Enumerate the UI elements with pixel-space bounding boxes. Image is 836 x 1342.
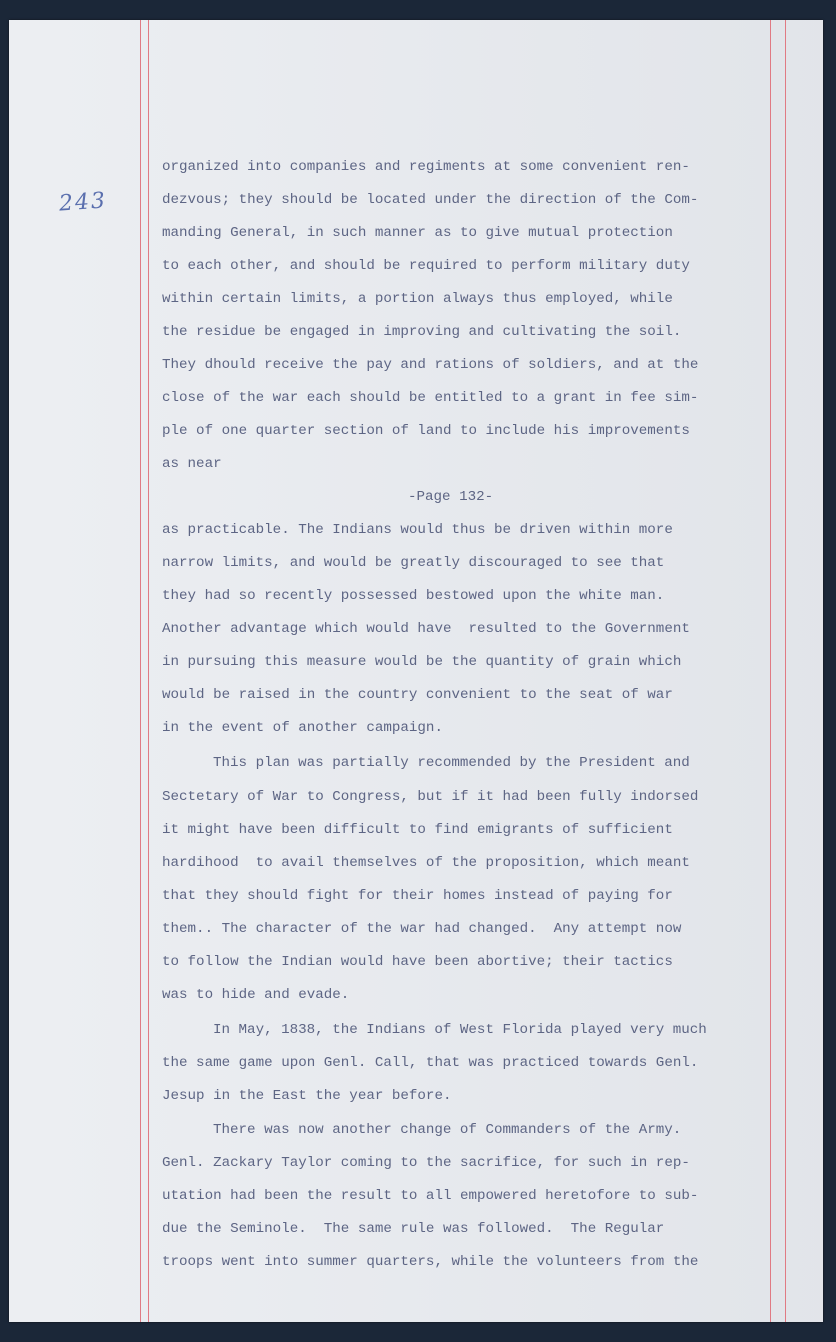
handwritten-page-number: 243 (58, 188, 108, 217)
text-line: narrow limits, and would be greatly discouraged to see that (162, 555, 665, 571)
text-line: They dhould receive the pay and rations of soldiers, and at the (162, 357, 699, 373)
text-line: ple of one quarter section of land to include his improvements (162, 423, 690, 439)
text-line: in pursuing this measure would be the quantity of grain which (162, 654, 682, 670)
text-line: it might have been difficult to find emigrants of sufficient (162, 822, 673, 838)
right-margin-line-outer (785, 20, 786, 1322)
text-line: utation had been the result to all empowered heretofore to sub- (162, 1188, 699, 1204)
text-line: due the Seminole. The same rule was followed. The Regular (162, 1221, 665, 1237)
text-line: Jesup in the East the year before. (162, 1088, 452, 1104)
text-line: troops went into summer quarters, while the volunteers from the (162, 1254, 699, 1270)
left-margin-line-inner (148, 20, 149, 1322)
text-line: was to hide and evade. (162, 987, 350, 1003)
text-line: would be raised in the country convenient to the seat of war (162, 687, 673, 703)
text-line: within certain limits, a portion always thus employed, while (162, 291, 673, 307)
text-line: manding General, in such manner as to give mutual protection (162, 225, 673, 241)
text-line: the same game upon Genl. Call, that was practiced towards Genl. (162, 1055, 699, 1071)
right-margin-line (770, 20, 771, 1322)
text-line: in the event of another campaign. (162, 720, 443, 736)
text-line: organized into companies and regiments at some convenient ren- (162, 159, 690, 175)
text-line: dezvous; they should be located under the direction of the Com- (162, 192, 699, 208)
text-line: the residue be engaged in improving and cultivating the soil. (162, 324, 682, 340)
text-line: Genl. Zackary Taylor coming to the sacrifice, for such in rep- (162, 1155, 690, 1171)
text-line: This plan was partially recommended by the President and (213, 755, 690, 771)
page-marker: -Page 132- (408, 489, 494, 505)
text-line: to follow the Indian would have been abortive; their tactics (162, 954, 673, 970)
text-line: as near (162, 456, 222, 472)
text-line: to each other, and should be required to perform military duty (162, 258, 690, 274)
text-line: Another advantage which would have resulted to the Government (162, 621, 690, 637)
text-line: them.. The character of the war had changed. Any attempt now (162, 921, 682, 937)
text-line: There was now another change of Commanders of the Army. (213, 1122, 682, 1138)
text-line: hardihood to avail themselves of the proposition, which meant (162, 855, 690, 871)
text-line: that they should fight for their homes instead of paying for (162, 888, 673, 904)
text-line: they had so recently possessed bestowed upon the white man. (162, 588, 665, 604)
left-margin-line (140, 20, 141, 1322)
text-line: In May, 1838, the Indians of West Florida played very much (213, 1022, 707, 1038)
text-line: Sectetary of War to Congress, but if it had been fully indorsed (162, 789, 699, 805)
text-line: as practicable. The Indians would thus be driven within more (162, 522, 673, 538)
text-line: close of the war each should be entitled to a grant in fee sim- (162, 390, 699, 406)
